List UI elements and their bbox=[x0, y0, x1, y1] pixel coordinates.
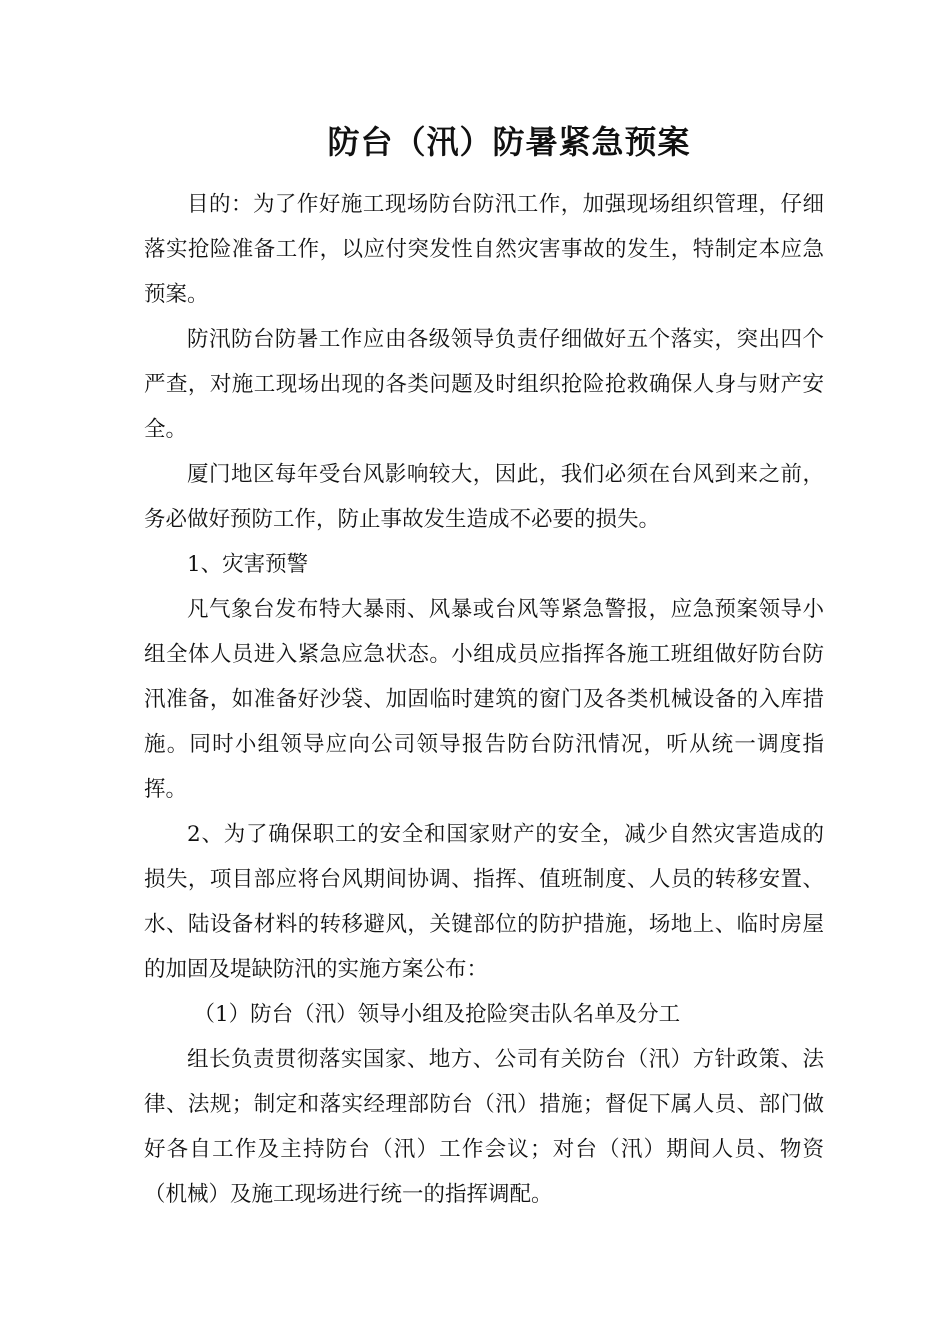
paragraph-warning: 凡气象台发布特大暴雨、风暴或台风等紧急警报，应急预案领导小组全体人员进入紧急应急状态。小组成员应指挥各施工班组做好防台防汛准备，如准备好沙袋、加固临时建筑的窗门及各类机械设备的入库措施。同时小组领导应向公司领导报告防台防汛情况，听从统一调度指挥。 bbox=[144, 597, 824, 802]
paragraph-responsibility: 防汛防台防暑工作应由各级领导负责仔细做好五个落实，突出四个严查，对施工现场出现的各类问题及时组织抢险抢救确保人身与财产安全。 bbox=[144, 327, 824, 442]
document-title: 防台（汛）防暑紧急预案 bbox=[327, 123, 691, 161]
paragraph-xiamen: 厦门地区每年受台风影响较大，因此，我们必须在台风到来之前，务必做好预防工作，防止事故发生造成不必要的损失。 bbox=[144, 462, 824, 532]
subsection-heading-team: （1）防台（汛）领导小组及抢险突击队名单及分工 bbox=[193, 1002, 681, 1027]
paragraph-leader: 组长负责贯彻落实国家、地方、公司有关防台（汛）方针政策、法律、法规；制定和落实经理部防台（汛）措施；督促下属人员、部门做好各自工作及主持防台（汛）工作会议；对台（汛）期间人员、物资（机械）及施工现场进行统一的指挥调配。 bbox=[144, 1047, 824, 1207]
document-body bbox=[144, 180, 824, 1217]
paragraph-purpose: 目的：为了作好施工现场防台防汛工作，加强现场组织管理，仔细落实抢险准备工作，以应付突发性自然灾害事故的发生，特制定本应急预案。 bbox=[144, 192, 824, 307]
section-heading-warning: 1、灾害预警 bbox=[187, 552, 309, 577]
paragraph-safety: 2、为了确保职工的安全和国家财产的安全，减少自然灾害造成的损失，项目部应将台风期间协调、指挥、值班制度、人员的转移安置、水、陆设备材料的转移避风，关键部位的防护措施，场地上、临时房屋的加固及堤缺防汛的实施方案公布： bbox=[144, 822, 824, 982]
